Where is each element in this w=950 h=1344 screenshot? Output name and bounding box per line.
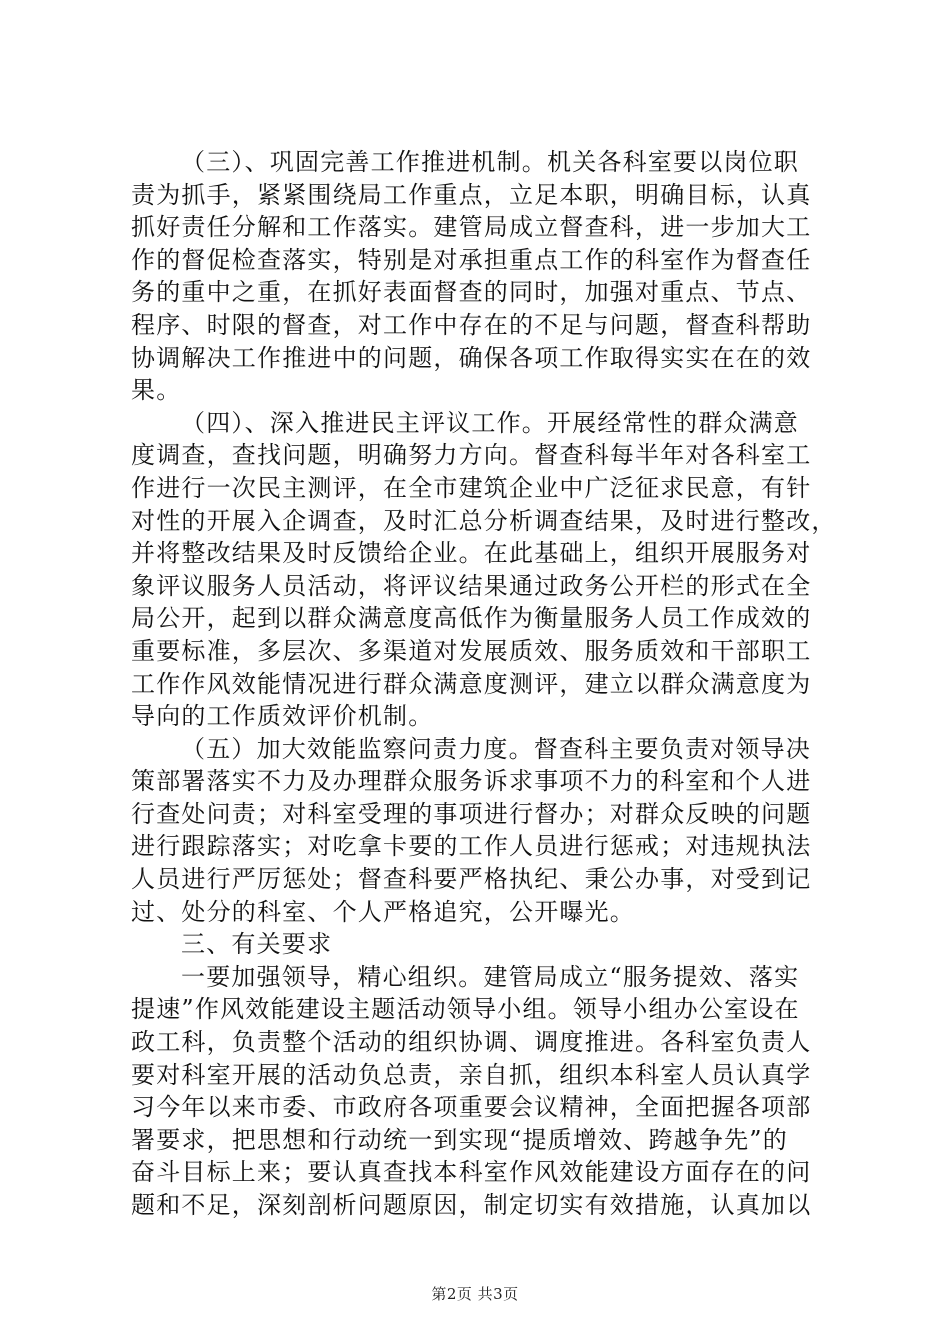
text-line: 对性的开展入企调查，及时汇总分析调查结果，及时进行整改， <box>131 506 837 535</box>
text-line: 行查处问责；对科室受理的事项进行督办；对群众反映的问题 <box>131 799 812 828</box>
text-line: 象评议服务人员活动，将评议结果通过政务公开栏的形式在全 <box>131 571 812 600</box>
text-line: 作的督促检查落实，特别是对承担重点工作的科室作为督查任 <box>131 245 812 274</box>
text-line: 协调解决工作推进中的问题，确保各项工作取得实实在在的效 <box>131 343 812 372</box>
text-line: 习今年以来市委、市政府各项重要会议精神，全面把握各项部 <box>131 1093 812 1122</box>
text-line: 过、处分的科室、个人严格追究，公开曝光。 <box>131 897 635 926</box>
text-line: 程序、时限的督查，对工作中存在的不足与问题，督查科帮助 <box>131 310 812 339</box>
text-line: 务的重中之重，在抓好表面督查的同时，加强对重点、节点、 <box>131 278 812 307</box>
text-line: 工作作风效能情况进行群众满意度测评，建立以群众满意度为 <box>131 669 812 698</box>
text-line: 题和不足，深刻剖析问题原因，制定切实有效措施，认真加以 <box>131 1191 812 1219</box>
text-line: 策部署落实不力及办理群众服务诉求事项不力的科室和个人进 <box>131 767 812 796</box>
paragraph-first-line: （四）、深入推进民主评议工作。开展经常性的群众满意 <box>181 408 799 437</box>
paragraph-first-line: （三）、巩固完善工作推进机制。机关各科室要以岗位职 <box>181 148 799 176</box>
paragraph-first-line: 一要加强领导，精心组织。建管局成立“服务提效、落实 <box>181 962 800 991</box>
text-line: 并将整改结果及时反馈给企业。在此基础上，组织开展服务对 <box>131 539 812 568</box>
text-line: 政工科，负责整个活动的组织协调、调度推进。各科室负责人 <box>131 1028 812 1057</box>
text-line: 责为抓手，紧紧围绕局工作重点，立足本职，明确目标，认真 <box>131 180 812 209</box>
text-line: 要对科室开展的活动负总责，亲自抓，组织本科室人员认真学 <box>131 1060 812 1089</box>
text-line: 导向的工作质效评价机制。 <box>131 702 434 731</box>
text-line: 重要标准，多层次、多渠道对发展质效、服务质效和干部职工 <box>131 636 812 665</box>
text-line: 人员进行严厉惩处；督查科要严格执纪、秉公办事，对受到记 <box>131 865 812 894</box>
text-line: 抓好责任分解和工作落实。建管局成立督查科，进一步加大工 <box>131 213 812 242</box>
document-body <box>131 146 837 1222</box>
text-line: 进行跟踪落实；对吃拿卡要的工作人员进行惩戒；对违规执法 <box>131 832 812 861</box>
page-footer: 第2页 共3页 <box>431 1285 519 1303</box>
text-line: 署要求，把思想和行动统一到实现“提质增效、跨越争先”的 <box>131 1125 788 1154</box>
paragraph-first-line: （五）加大效能监察问责力度。督查科主要负责对领导决 <box>181 734 811 763</box>
text-line: 局公开，起到以群众满意度高低作为衡量服务人员工作成效的 <box>131 604 812 633</box>
text-line: 果。 <box>131 376 182 405</box>
text-line: 作进行一次民主测评，在全市建筑企业中广泛征求民意，有针 <box>131 473 812 502</box>
text-line: 奋斗目标上来；要认真查找本科室作风效能建设方面存在的问 <box>131 1158 812 1187</box>
paragraph-first-line: 三、有关要求 <box>181 930 333 959</box>
text-line: 度调查，查找问题，明确努力方向。督查科每半年对各科室工 <box>131 441 812 470</box>
text-line: 提速”作风效能建设主题活动领导小组。领导小组办公室设在 <box>131 995 800 1024</box>
